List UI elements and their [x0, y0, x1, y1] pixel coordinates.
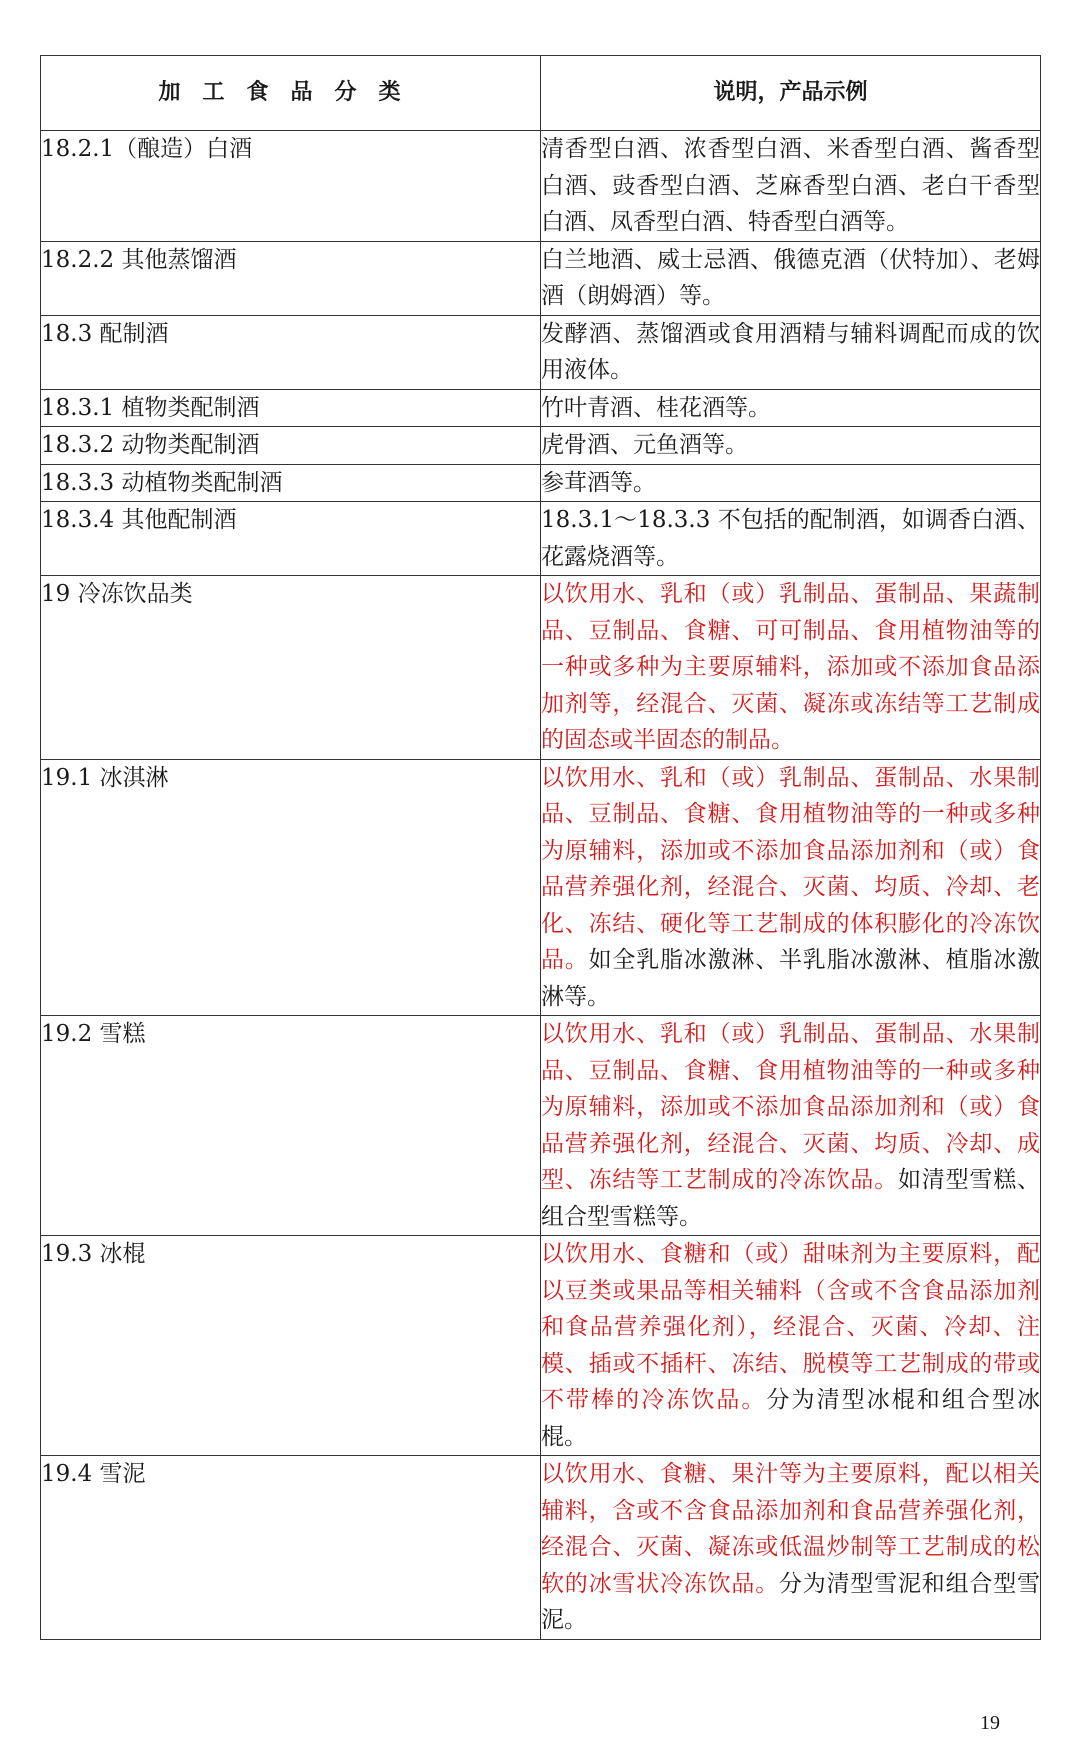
description-cell: [541, 427, 1041, 465]
category-cell: 19 冷冻饮品类: [41, 576, 541, 760]
table-row: [41, 131, 1041, 242]
header-category: 加工食品分类: [41, 56, 541, 131]
description-text: 发酵酒、蒸馏酒或食用酒精与辅料调配而成的饮用液体。: [541, 320, 1040, 383]
description-text: 18.3.1～18.3.3 不包括的配制酒，如调香白酒、花露烧酒等。: [541, 507, 1040, 570]
table-row: [41, 315, 1041, 389]
description-text: 竹叶青酒、桂花酒等。: [541, 394, 771, 421]
description-highlighted-text: 以饮用水、食糖和（或）甜味剂为主要原料，配以豆类或果品等相关辅料（含或不含食品添加剂和食品营养强化剂），经混合、灭菌、冷却、注模、插或不插杆、冻结、脱模等工艺制成的带或不带棒的冷冻饮品。: [541, 1241, 1040, 1413]
description-text: 虎骨酒、元鱼酒等。: [541, 432, 748, 458]
category-cell: 19.3 冰棍: [41, 1236, 541, 1456]
description-text: 分为清型雪泥和组合型雪泥。: [541, 1570, 1041, 1633]
description-cell: [541, 1016, 1041, 1236]
description-highlighted-text: 以饮用水、乳和（或）乳制品、蛋制品、水果制品、豆制品、食糖、食用植物油等的一种或多种为原辅料，添加或不添加食品添加剂和（或）食品营养强化剂，经混合、灭菌、均质、冷却、成型、冻结等工艺制成的冷冻饮品。: [541, 1021, 1040, 1193]
description-highlighted-text: 以饮用水、食糖、果汁等为主要原料，配以相关辅料，含或不含食品添加剂和食品营养强化剂，经混合、灭菌、凝冻或低温炒制等工艺制成的松软的冰雪状冷冻饮品。: [541, 1461, 1040, 1597]
table-row: [41, 241, 1041, 315]
table-row: [41, 759, 1041, 1016]
description-highlighted-text: 以饮用水、乳和（或）乳制品、蛋制品、果蔬制品、豆制品、食糖、可可制品、食用植物油等的一种或多种为主要原辅料，添加或不添加食品添加剂等，经混合、灭菌、凝冻或冻结等工艺制成的固态或半固态的制品。: [541, 581, 1040, 753]
description-text: 参茸酒等。: [541, 469, 656, 496]
category-cell: 18.3.2 动物类配制酒: [41, 427, 541, 465]
description-text: 分为清型冰棍和组合型冰棍。: [541, 1387, 1041, 1450]
description-cell: [541, 576, 1041, 760]
category-cell: 18.3.3 动植物类配制酒: [41, 464, 541, 502]
description-text: 清香型白酒、浓香型白酒、米香型白酒、酱香型白酒、豉香型白酒、芝麻香型白酒、老白干香型白酒、凤香型白酒、特香型白酒等。: [541, 136, 1040, 235]
description-cell: [541, 1456, 1041, 1640]
description-cell: [541, 241, 1041, 315]
category-cell: 18.2.1（酿造）白酒: [41, 131, 541, 242]
table-row: [41, 427, 1041, 465]
table-row: [41, 502, 1041, 576]
category-cell: 18.2.2 其他蒸馏酒: [41, 241, 541, 315]
page-number: 19: [980, 1712, 1000, 1734]
category-cell: 19.4 雪泥: [41, 1456, 541, 1640]
description-cell: [541, 1236, 1041, 1456]
table-row: [41, 576, 1041, 760]
description-cell: [541, 759, 1041, 1016]
category-cell: 18.3.4 其他配制酒: [41, 502, 541, 576]
description-highlighted-text: 以饮用水、乳和（或）乳制品、蛋制品、水果制品、豆制品、食糖、食用植物油等的一种或多种为原辅料，添加或不添加食品添加剂和（或）食品营养强化剂，经混合、灭菌、均质、冷却、老化、冻结、硬化等工艺制成的体积膨化的冷冻饮品。: [541, 764, 1040, 973]
description-cell: [541, 315, 1041, 389]
description-cell: [541, 502, 1041, 576]
description-cell: [541, 389, 1041, 427]
food-category-table: [40, 55, 1041, 1640]
table-row: [41, 464, 1041, 502]
category-cell: 19.1 冰淇淋: [41, 759, 541, 1016]
description-cell: [541, 131, 1041, 242]
header-description: 说明，产品示例: [541, 56, 1041, 131]
table-row: [41, 1016, 1041, 1236]
category-cell: 18.3.1 植物类配制酒: [41, 389, 541, 427]
table-row: [41, 389, 1041, 427]
description-cell: [541, 464, 1041, 502]
table-row: [41, 1456, 1041, 1640]
category-cell: 18.3 配制酒: [41, 315, 541, 389]
table-row: [41, 1236, 1041, 1456]
description-text: 白兰地酒、威士忌酒、俄德克酒（伏特加）、老姆酒（朗姆酒）等。: [541, 246, 1040, 309]
description-text: 如全乳脂冰激淋、半乳脂冰激淋、植脂冰激淋等。: [541, 947, 1041, 1010]
description-text: 如清型雪糕、组合型雪糕等。: [541, 1167, 1041, 1230]
table-header-row: [41, 56, 1041, 131]
category-cell: 19.2 雪糕: [41, 1016, 541, 1236]
